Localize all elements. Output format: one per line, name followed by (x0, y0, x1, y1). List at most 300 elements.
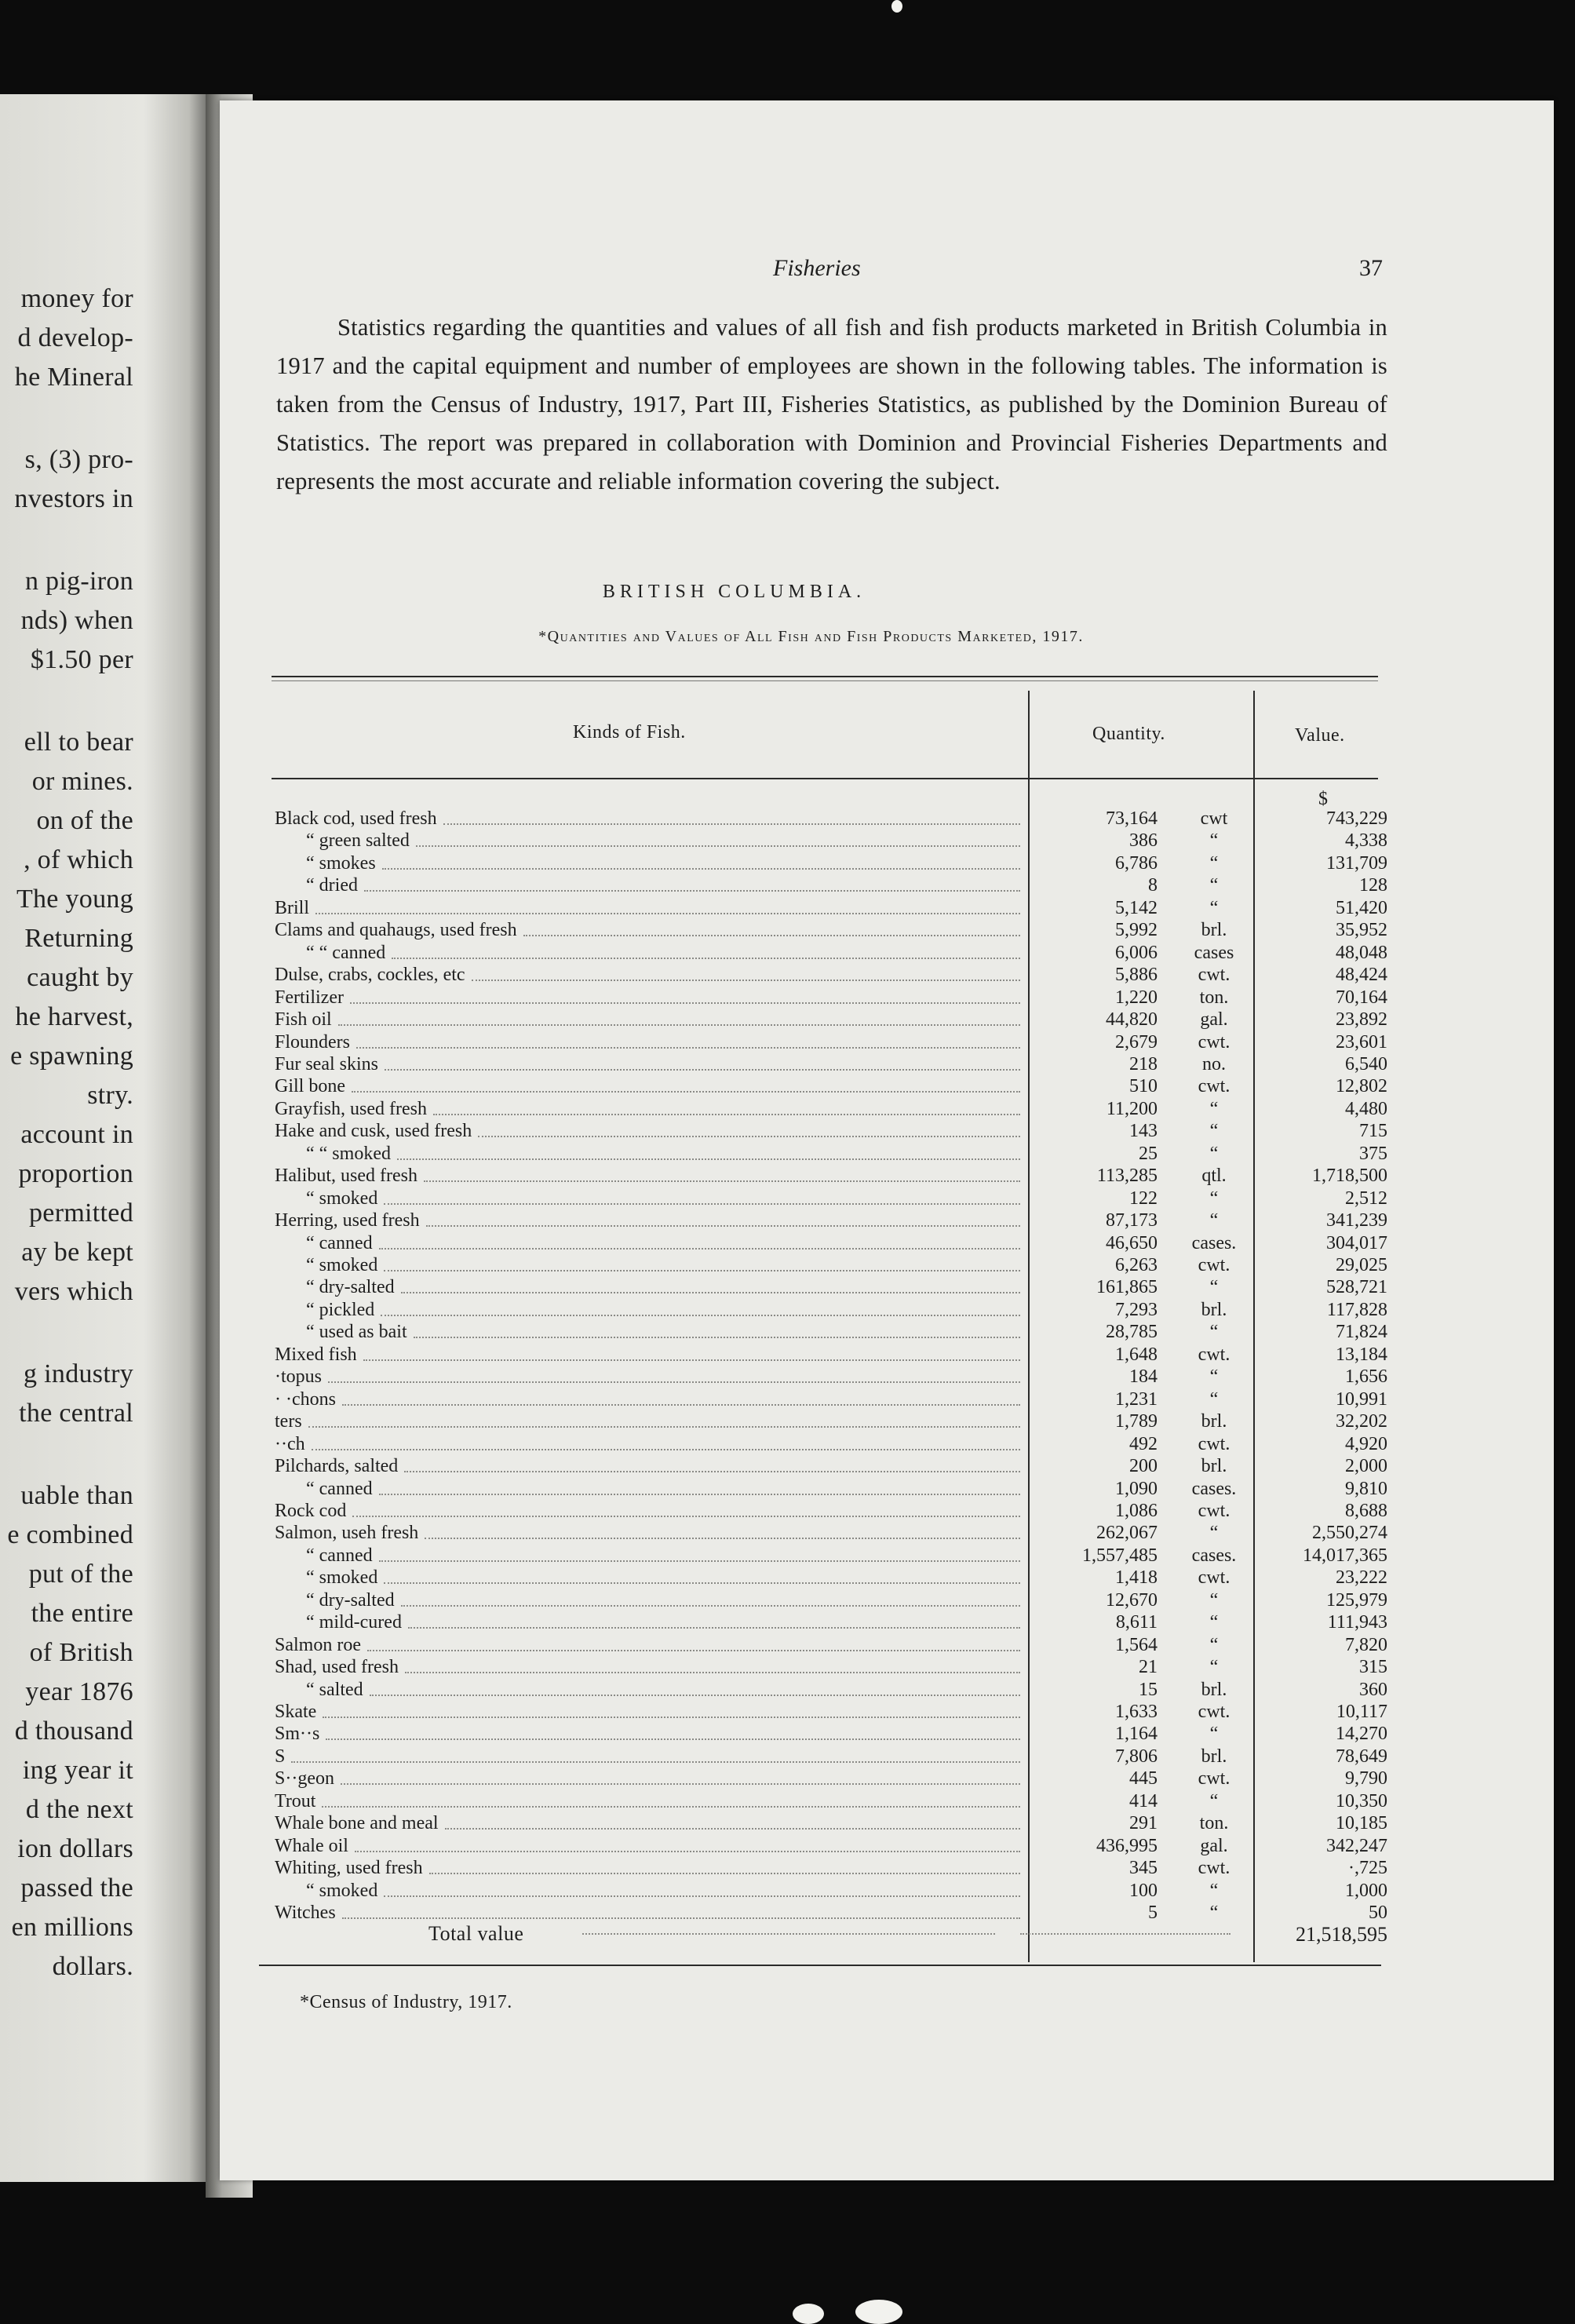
row-kind: Gill bone (275, 1076, 345, 1096)
row-kind: Whiting, used fresh (275, 1858, 423, 1878)
row-quantity: 8 (1148, 875, 1158, 896)
row-kind: Fur seal skins (275, 1054, 378, 1074)
leader-dots (379, 1486, 1020, 1495)
leader-dots (445, 1820, 1020, 1830)
leader-dots (308, 1418, 1020, 1428)
row-unit: “ (1209, 1322, 1219, 1342)
row-unit: cwt. (1198, 1076, 1230, 1096)
row-value: 10,117 (1336, 1702, 1387, 1722)
row-quantity: 414 (1129, 1791, 1158, 1811)
row-unit: “ (1209, 1523, 1219, 1543)
row-value: 1,718,500 (1312, 1166, 1387, 1186)
leader-dots (401, 1284, 1020, 1293)
row-unit: cwt. (1198, 1567, 1230, 1588)
row-quantity: 200 (1129, 1456, 1158, 1476)
row-quantity: 8,611 (1115, 1612, 1158, 1633)
running-header: Fisheries (773, 255, 861, 281)
row-quantity: 113,285 (1096, 1166, 1158, 1186)
leader-dots (356, 1039, 1020, 1049)
row-kind: “ smokes (306, 853, 376, 874)
row-kind: Salmon, useh fresh (275, 1523, 419, 1543)
row-unit: “ (1209, 1389, 1219, 1410)
row-quantity: 5 (1148, 1903, 1158, 1923)
left-page-line: account in (20, 1120, 133, 1149)
row-unit: “ (1209, 1903, 1219, 1923)
row-value: 23,222 (1336, 1567, 1387, 1588)
left-page-line: n pig-iron (24, 567, 133, 596)
row-unit: gal. (1200, 1009, 1228, 1030)
left-page-line: ell to bear (24, 728, 133, 757)
row-quantity: 1,557,485 (1082, 1545, 1158, 1566)
row-unit: brl. (1201, 1300, 1227, 1320)
row-value: 528,721 (1326, 1277, 1387, 1297)
row-unit: “ (1209, 853, 1219, 874)
row-value: 9,810 (1345, 1479, 1387, 1499)
leader-dots (478, 1128, 1020, 1137)
row-unit: “ (1209, 1791, 1219, 1811)
row-quantity: 12,670 (1106, 1590, 1158, 1611)
row-unit: cases. (1191, 1545, 1237, 1566)
row-kind: Trout (275, 1791, 316, 1811)
row-kind: Hake and cusk, used fresh (275, 1121, 472, 1141)
row-value: 8,688 (1345, 1501, 1387, 1521)
row-kind: S··geon (275, 1768, 334, 1789)
row-quantity: 445 (1129, 1768, 1158, 1789)
row-value: 7,820 (1345, 1635, 1387, 1655)
leader-dots (338, 1016, 1020, 1026)
row-kind: Pilchards, salted (275, 1456, 399, 1476)
leader-dots (312, 1441, 1020, 1450)
row-unit: cases. (1191, 1233, 1237, 1253)
leader-dots (385, 1061, 1020, 1071)
row-kind: “ used as bait (306, 1322, 407, 1342)
row-quantity: 1,164 (1115, 1724, 1158, 1744)
row-kind: “ salted (306, 1680, 363, 1700)
row-value: 2,550,274 (1312, 1523, 1387, 1543)
row-unit: “ (1209, 1657, 1219, 1677)
footnote: *Census of Industry, 1917. (300, 1992, 512, 2012)
leader-dots (363, 1352, 1020, 1361)
row-kind: “ “ canned (306, 943, 386, 963)
leader-dots (384, 1888, 1020, 1897)
row-kind: Witches (275, 1903, 336, 1923)
row-kind: “ dried (306, 875, 358, 896)
row-value: 4,920 (1345, 1434, 1387, 1454)
row-kind: Grayfish, used fresh (275, 1099, 427, 1119)
row-kind: “ dry-salted (306, 1590, 395, 1611)
row-quantity: 15 (1139, 1680, 1158, 1700)
row-kind: “ dry-salted (306, 1277, 395, 1297)
left-page-line: the central (19, 1399, 133, 1428)
leader-dots (352, 1508, 1020, 1517)
leader-dots (364, 882, 1020, 892)
row-quantity: 5,992 (1115, 920, 1158, 940)
left-page-line: e combined (7, 1520, 133, 1549)
row-quantity: 122 (1129, 1188, 1158, 1209)
row-unit: cwt. (1198, 1768, 1230, 1789)
row-value: 743,229 (1326, 808, 1387, 829)
row-quantity: 21 (1139, 1657, 1158, 1677)
left-page-line: of British (29, 1638, 133, 1667)
row-unit: no. (1202, 1054, 1226, 1074)
row-quantity: 218 (1129, 1054, 1158, 1074)
row-value: 375 (1359, 1144, 1387, 1164)
row-unit: ton. (1199, 987, 1229, 1008)
row-unit: qtl. (1201, 1166, 1227, 1186)
row-value: 35,952 (1336, 920, 1387, 940)
total-value: 21,518,595 (1296, 1923, 1387, 1946)
leader-dots (429, 1865, 1020, 1874)
row-value: 4,480 (1345, 1099, 1387, 1119)
row-value: 23,601 (1336, 1032, 1387, 1053)
row-kind: ·topus (275, 1366, 322, 1387)
leader-dots (405, 1664, 1020, 1673)
row-value: 125,979 (1326, 1590, 1387, 1611)
row-value: 78,649 (1336, 1746, 1387, 1767)
leader-dots (443, 815, 1020, 825)
row-unit: cwt. (1198, 1501, 1230, 1521)
scan-artifact (793, 2304, 824, 2324)
left-page-line: d develop- (17, 323, 133, 352)
row-kind: Flounders (275, 1032, 350, 1053)
row-quantity: 143 (1129, 1121, 1158, 1141)
leader-dots (350, 994, 1020, 1004)
leader-dots (392, 950, 1020, 959)
row-value: 9,790 (1345, 1768, 1387, 1789)
row-value: 1,656 (1345, 1366, 1387, 1387)
leader-dots (323, 1709, 1020, 1718)
column-header-quantity: Quantity. (1092, 724, 1165, 744)
row-quantity: 1,648 (1115, 1344, 1158, 1365)
row-kind: “ “ smoked (306, 1144, 391, 1164)
leader-dots (404, 1463, 1020, 1472)
leader-dots (384, 1574, 1020, 1584)
row-value: 304,017 (1326, 1233, 1387, 1253)
row-value: 131,709 (1326, 853, 1387, 874)
row-quantity: 1,086 (1115, 1501, 1158, 1521)
row-value: 2,512 (1345, 1188, 1387, 1209)
row-unit: ton. (1199, 1813, 1229, 1833)
leader-dots (381, 1307, 1020, 1316)
left-page-line: on of the (36, 806, 133, 835)
left-page-line: nds) when (20, 606, 133, 635)
total-leader-dots-quantity (1020, 1933, 1230, 1935)
row-value: 10,991 (1336, 1389, 1387, 1410)
left-page-line: $1.50 per (30, 645, 133, 674)
left-page-line: he harvest, (15, 1002, 133, 1031)
row-kind: Fertilizer (275, 987, 344, 1008)
row-unit: gal. (1200, 1836, 1228, 1856)
row-quantity: 6,263 (1115, 1255, 1158, 1275)
row-quantity: 345 (1129, 1858, 1158, 1878)
row-quantity: 28,785 (1106, 1322, 1158, 1342)
leader-dots (291, 1753, 1020, 1763)
leader-dots (416, 837, 1020, 847)
scan-artifact (891, 0, 902, 13)
row-unit: cwt. (1198, 1702, 1230, 1722)
row-unit: brl. (1201, 1680, 1227, 1700)
row-value: 48,048 (1336, 943, 1387, 963)
leader-dots (523, 927, 1020, 936)
table-top-rule (272, 676, 1378, 677)
row-kind: Skate (275, 1702, 317, 1722)
row-unit: “ (1209, 1366, 1219, 1387)
leader-dots (370, 1687, 1020, 1696)
table-top-rule-2 (272, 680, 1378, 681)
row-value: 2,000 (1345, 1456, 1387, 1476)
row-kind: “ canned (306, 1479, 373, 1499)
row-kind: “ smoked (306, 1881, 378, 1901)
row-kind: · ·chons (275, 1389, 336, 1410)
left-page-line: Returning (24, 924, 133, 953)
leader-dots (384, 1195, 1020, 1205)
row-unit: cwt (1200, 808, 1228, 829)
row-quantity: 1,633 (1115, 1702, 1158, 1722)
row-value: 71,824 (1336, 1322, 1387, 1342)
row-value: 117,828 (1326, 1300, 1387, 1320)
row-kind: “ canned (306, 1233, 373, 1253)
row-quantity: 262,067 (1096, 1523, 1158, 1543)
row-kind: “ green salted (306, 830, 410, 851)
left-page-line: e spawning (10, 1042, 133, 1071)
row-value: 128 (1359, 875, 1387, 896)
column-header-kinds: Kinds of Fish. (573, 722, 686, 742)
row-quantity: 46,650 (1106, 1233, 1158, 1253)
row-quantity: 1,231 (1115, 1389, 1158, 1410)
row-unit: cwt. (1198, 1344, 1230, 1365)
left-page-line: passed the (20, 1873, 133, 1903)
row-kind: Salmon roe (275, 1635, 361, 1655)
row-quantity: 5,886 (1115, 965, 1158, 985)
row-value: 111,943 (1327, 1612, 1387, 1633)
row-quantity: 87,173 (1106, 1210, 1158, 1231)
leader-dots (322, 1798, 1020, 1808)
leader-dots (326, 1731, 1020, 1740)
leader-dots (352, 1083, 1020, 1093)
row-value: 32,202 (1336, 1411, 1387, 1432)
leader-dots (408, 1619, 1020, 1629)
row-unit: cwt. (1198, 1434, 1230, 1454)
row-quantity: 100 (1129, 1881, 1158, 1901)
row-kind: S (275, 1746, 286, 1767)
row-unit: “ (1209, 1121, 1219, 1141)
left-page-line: or mines. (31, 767, 133, 796)
page-number: 37 (1359, 255, 1383, 281)
left-page-line: nvestors in (14, 484, 133, 513)
row-kind: Dulse, crabs, cockles, etc (275, 965, 465, 985)
row-quantity: 2,679 (1115, 1032, 1158, 1053)
row-value: 315 (1359, 1657, 1387, 1677)
row-unit: cases (1194, 943, 1234, 963)
row-quantity: 1,789 (1115, 1411, 1158, 1432)
left-page-line: g industry (24, 1359, 133, 1388)
row-unit: “ (1209, 898, 1219, 918)
leader-dots (426, 1217, 1020, 1227)
row-value: 14,270 (1336, 1724, 1387, 1744)
row-value: 6,540 (1345, 1054, 1387, 1074)
row-unit: cwt. (1198, 1858, 1230, 1878)
row-value: 4,338 (1345, 830, 1387, 851)
left-page-fragment (0, 94, 206, 2182)
left-page-line: The young (16, 885, 133, 914)
left-page-line: money for (20, 284, 133, 313)
row-value: 23,892 (1336, 1009, 1387, 1030)
row-value: 29,025 (1336, 1255, 1387, 1275)
row-kind: ··ch (275, 1434, 305, 1454)
row-unit: cases. (1191, 1479, 1237, 1499)
left-page-line: put of the (28, 1560, 133, 1589)
left-page-line: stry. (87, 1081, 133, 1110)
leader-dots (367, 1642, 1020, 1651)
leader-dots (424, 1173, 1020, 1182)
total-label: Total value (428, 1922, 524, 1945)
row-unit: “ (1209, 1881, 1219, 1901)
row-unit: brl. (1201, 1411, 1227, 1432)
row-unit: brl. (1201, 1746, 1227, 1767)
row-value: 50 (1369, 1903, 1387, 1923)
row-kind: Brill (275, 898, 310, 918)
row-value: 360 (1359, 1680, 1387, 1700)
leader-dots (384, 1262, 1020, 1271)
row-kind: Mixed fish (275, 1344, 357, 1365)
row-value: 10,350 (1336, 1791, 1387, 1811)
row-quantity: 291 (1129, 1813, 1158, 1833)
leader-dots (397, 1151, 1020, 1160)
table-subtitle (0, 628, 1575, 646)
row-quantity: 386 (1129, 830, 1158, 851)
row-kind: Shad, used fresh (275, 1657, 399, 1677)
row-unit: “ (1209, 1590, 1219, 1611)
left-page-line: vers which (14, 1277, 133, 1306)
left-page-line: uable than (20, 1481, 133, 1510)
leader-dots (414, 1329, 1020, 1338)
row-kind: Fish oil (275, 1009, 332, 1030)
row-value: 10,185 (1336, 1813, 1387, 1833)
row-kind: “ mild-cured (306, 1612, 402, 1633)
row-kind: “ pickled (306, 1300, 375, 1320)
leader-dots (472, 972, 1020, 981)
row-value: 14,017,365 (1303, 1545, 1387, 1566)
leader-dots (355, 1843, 1020, 1852)
row-value: 1,000 (1345, 1881, 1387, 1901)
row-quantity: 436,995 (1096, 1836, 1158, 1856)
left-page-line: s, (3) pro- (24, 445, 133, 474)
left-page-line: he Mineral (14, 363, 133, 392)
leader-dots (379, 1240, 1020, 1250)
row-kind: Halibut, used fresh (275, 1166, 417, 1186)
left-page-line: ing year it (22, 1756, 133, 1785)
leader-dots (328, 1374, 1020, 1383)
row-unit: “ (1209, 1144, 1219, 1164)
row-quantity: 73,164 (1106, 808, 1158, 829)
row-kind: “ smoked (306, 1255, 378, 1275)
row-unit: brl. (1201, 920, 1227, 940)
currency-symbol: $ (1318, 789, 1328, 809)
row-quantity: 44,820 (1106, 1009, 1158, 1030)
scan-artifact (855, 2300, 902, 2324)
row-quantity: 184 (1129, 1366, 1158, 1387)
table-title-text: BRITISH COLUMBIA. (602, 582, 866, 602)
row-quantity: 1,564 (1115, 1635, 1158, 1655)
total-leader-dots (582, 1933, 995, 1935)
row-value: ·,725 (1348, 1858, 1387, 1878)
table-title (0, 582, 1575, 603)
row-value: 13,184 (1336, 1344, 1387, 1365)
left-page-line: caught by (27, 963, 133, 992)
row-unit: cwt. (1198, 1032, 1230, 1053)
leader-dots (433, 1106, 1020, 1115)
row-quantity: 6,006 (1115, 943, 1158, 963)
row-value: 341,239 (1326, 1210, 1387, 1231)
left-page-line: dollars. (52, 1952, 133, 1981)
intro-text: Statistics regarding the quantities and values of all fish and fish products marketed in British Columbia in 1917 and the capital equipment and number of employees are shown in the following tables. The information is taken from the Census of Industry, 1917, Part III, Fisheries Statistics, as published by the Dominion Bureau of Statistics. The report was prepared in collaboration with Dominion and Provincial Fisheries Departments and represents the most accurate and reliable information covering the subject. (276, 314, 1387, 494)
header-bottom-rule (272, 778, 1378, 779)
row-value: 342,247 (1326, 1836, 1387, 1856)
column-header-value: Value. (1295, 725, 1345, 746)
left-page-line: ay be kept (21, 1238, 133, 1267)
row-unit: cwt. (1198, 1255, 1230, 1275)
left-page-line: d the next (25, 1795, 133, 1824)
intro-paragraph (276, 308, 1387, 501)
leader-dots (379, 1552, 1020, 1562)
row-kind: Whale oil (275, 1836, 348, 1856)
left-page-line: en millions (11, 1913, 133, 1942)
row-kind: “ smoked (306, 1188, 378, 1209)
row-unit: “ (1209, 1724, 1219, 1744)
row-unit: “ (1209, 1210, 1219, 1231)
leader-dots (401, 1597, 1020, 1607)
leader-dots (342, 1910, 1020, 1919)
row-kind: “ smoked (306, 1567, 378, 1588)
row-unit: “ (1209, 1635, 1219, 1655)
row-unit: cwt. (1198, 965, 1230, 985)
row-kind: ters (275, 1411, 302, 1432)
left-page-line: proportion (18, 1159, 133, 1188)
left-page-line: permitted (29, 1198, 133, 1228)
row-value: 12,802 (1336, 1076, 1387, 1096)
row-quantity: 1,418 (1115, 1567, 1158, 1588)
row-quantity: 492 (1129, 1434, 1158, 1454)
row-unit: “ (1209, 1099, 1219, 1119)
leader-dots (315, 905, 1020, 914)
row-unit: “ (1209, 1277, 1219, 1297)
row-kind: Sm··s (275, 1724, 320, 1744)
row-quantity: 7,806 (1115, 1746, 1158, 1767)
leader-dots (341, 1775, 1020, 1785)
row-unit: “ (1209, 830, 1219, 851)
row-kind: Black cod, used fresh (275, 808, 437, 829)
row-quantity: 6,786 (1115, 853, 1158, 874)
row-quantity: 11,200 (1106, 1099, 1158, 1119)
row-value: 48,424 (1336, 965, 1387, 985)
row-unit: “ (1209, 1188, 1219, 1209)
row-kind: Rock cod (275, 1501, 347, 1521)
row-kind: Clams and quahaugs, used fresh (275, 920, 517, 940)
row-value: 715 (1359, 1121, 1387, 1141)
row-quantity: 5,142 (1115, 898, 1158, 918)
table-bottom-rule (259, 1965, 1381, 1966)
row-unit: “ (1209, 1612, 1219, 1633)
row-kind: Herring, used fresh (275, 1210, 420, 1231)
row-kind: “ canned (306, 1545, 373, 1566)
leader-dots (425, 1530, 1020, 1539)
table-subtitle-text: *Quantities and Values of All Fish and Fish Products Marketed, 1917. (538, 628, 1084, 645)
row-quantity: 25 (1139, 1144, 1158, 1164)
row-value: 70,164 (1336, 987, 1387, 1008)
row-value: 51,420 (1336, 898, 1387, 918)
leader-dots (382, 860, 1020, 870)
row-quantity: 7,293 (1115, 1300, 1158, 1320)
